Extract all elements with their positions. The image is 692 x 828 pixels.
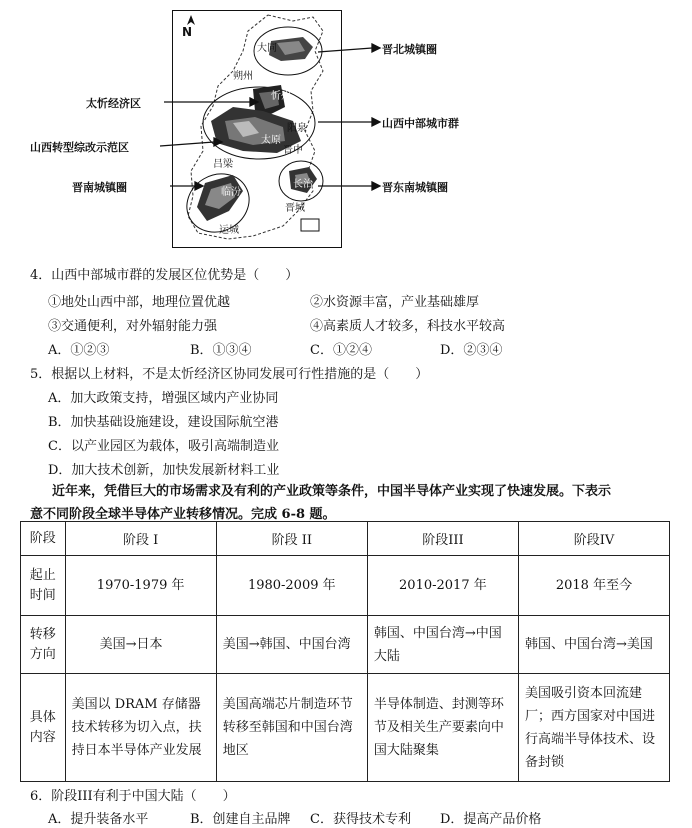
place-yangquan: 阳泉	[287, 123, 307, 134]
north-label: N	[182, 25, 193, 39]
q5-option-c[interactable]: C．以产业园区为载体，吸引高端制造业	[48, 439, 279, 454]
table-cell: 2018 年至今	[518, 556, 669, 616]
callout-jinbei: 晋北城镇圈	[382, 43, 437, 56]
q6-option-a[interactable]: A．提升装备水平	[48, 812, 149, 827]
place-xinzhou: 忻州	[271, 91, 291, 102]
place-shuozhou: 朔州	[233, 71, 253, 82]
q4-option-d[interactable]: D．②③④	[440, 343, 503, 358]
q4-statement-4: ④高素质人才较多，科技水平较高	[310, 319, 506, 334]
q5-option-a[interactable]: A．加大政策支持，增强区域内产业协同	[48, 391, 279, 406]
table-cell: 美国吸引资本回流建厂；西方国家对中国进行高端半导体技术、设备封锁	[518, 674, 669, 782]
q5-stem: 5．根据以上材料，不是太忻经济区协同发展可行性措施的是（ ）	[30, 367, 429, 382]
table-cell: 美国高端芯片制造环节转移至韩国和中国台湾地区	[216, 674, 367, 782]
q5-option-b[interactable]: B．加快基础设施建设，建设国际航空港	[48, 415, 279, 430]
table-row	[21, 556, 670, 616]
place-lvliang: 吕梁	[213, 159, 233, 170]
q4-option-b[interactable]: B．①③④	[190, 343, 252, 358]
q6-option-d[interactable]: D．提高产品价格	[440, 812, 542, 827]
place-yuncheng: 运城	[219, 225, 239, 236]
q6-option-b[interactable]: B．创建自主品牌	[190, 812, 291, 827]
place-datong: 大同	[257, 43, 277, 54]
q5-option-d[interactable]: D．加大技术创新，加快发展新材料工业	[48, 463, 280, 478]
row-label: 起止时间	[21, 556, 66, 616]
table-header-cell: 阶段 I	[65, 522, 216, 556]
table-header-cell: 阶段 II	[216, 522, 367, 556]
q4-statement-3: ③交通便利，对外辐射能力强	[48, 319, 218, 334]
table-row	[21, 674, 670, 782]
intro-line-2: 意不同阶段全球半导体产业转移情况。完成 6-8 题。	[30, 507, 336, 522]
q4-stem: 4．山西中部城市群的发展区位优势是（ ）	[30, 268, 299, 283]
callout-taixin: 太忻经济区	[86, 97, 141, 110]
q4-statement-1: ①地处山西中部，地理位置优越	[48, 295, 231, 310]
table-header-cell: 阶段	[21, 522, 66, 556]
table-cell: 美国以 DRAM 存储器技术转移为切入点，扶持日本半导体产业发展	[65, 674, 216, 782]
table-cell: 美国→韩国、中国台湾	[216, 616, 367, 674]
table-cell: 2010-2017 年	[367, 556, 518, 616]
table-cell: 1980-2009 年	[216, 556, 367, 616]
table-header-row	[21, 522, 670, 556]
table-header-cell: 阶段III	[367, 522, 518, 556]
row-label: 具体内容	[21, 674, 66, 782]
q6-stem: 6．阶段III有利于中国大陆（ ）	[30, 789, 236, 804]
table-cell: 韩国、中国台湾→中国大陆	[367, 616, 518, 674]
table-header-cell: 阶段IV	[518, 522, 669, 556]
callout-jindongnan: 晋东南城镇圈	[382, 181, 448, 194]
callout-jinnan: 晋南城镇圈	[72, 181, 127, 194]
q6-option-c[interactable]: C．获得技术专利	[310, 812, 411, 827]
q4-option-c[interactable]: C．①②④	[310, 343, 372, 358]
intro-line-1: 近年来，凭借巨大的市场需求及有利的产业政策等条件，中国半导体产业实现了快速发展。下表示	[52, 484, 612, 499]
callout-lines	[0, 0, 692, 260]
callout-central: 山西中部城市群	[382, 117, 459, 130]
semiconductor-transfer-table	[20, 521, 670, 782]
table-cell: 半导体制造、封测等环节及相关生产要素向中国大陆聚集	[367, 674, 518, 782]
q4-option-a[interactable]: A．①②③	[48, 343, 110, 358]
callout-reform: 山西转型综改示范区	[30, 141, 129, 154]
place-taiyuan: 太原	[261, 135, 281, 146]
q4-statement-2: ②水资源丰富，产业基础雄厚	[310, 295, 480, 310]
place-jincheng: 晋城	[285, 203, 305, 214]
table-row	[21, 616, 670, 674]
table-cell: 1970-1979 年	[65, 556, 216, 616]
place-jinzhong: 晋中	[283, 145, 303, 156]
row-label: 转移方向	[21, 616, 66, 674]
place-linfen: 临汾	[221, 187, 241, 198]
table-cell: 韩国、中国台湾→美国	[518, 616, 669, 674]
table-cell: 美国→日本	[65, 616, 216, 674]
place-changzhi: 长治	[293, 179, 313, 190]
